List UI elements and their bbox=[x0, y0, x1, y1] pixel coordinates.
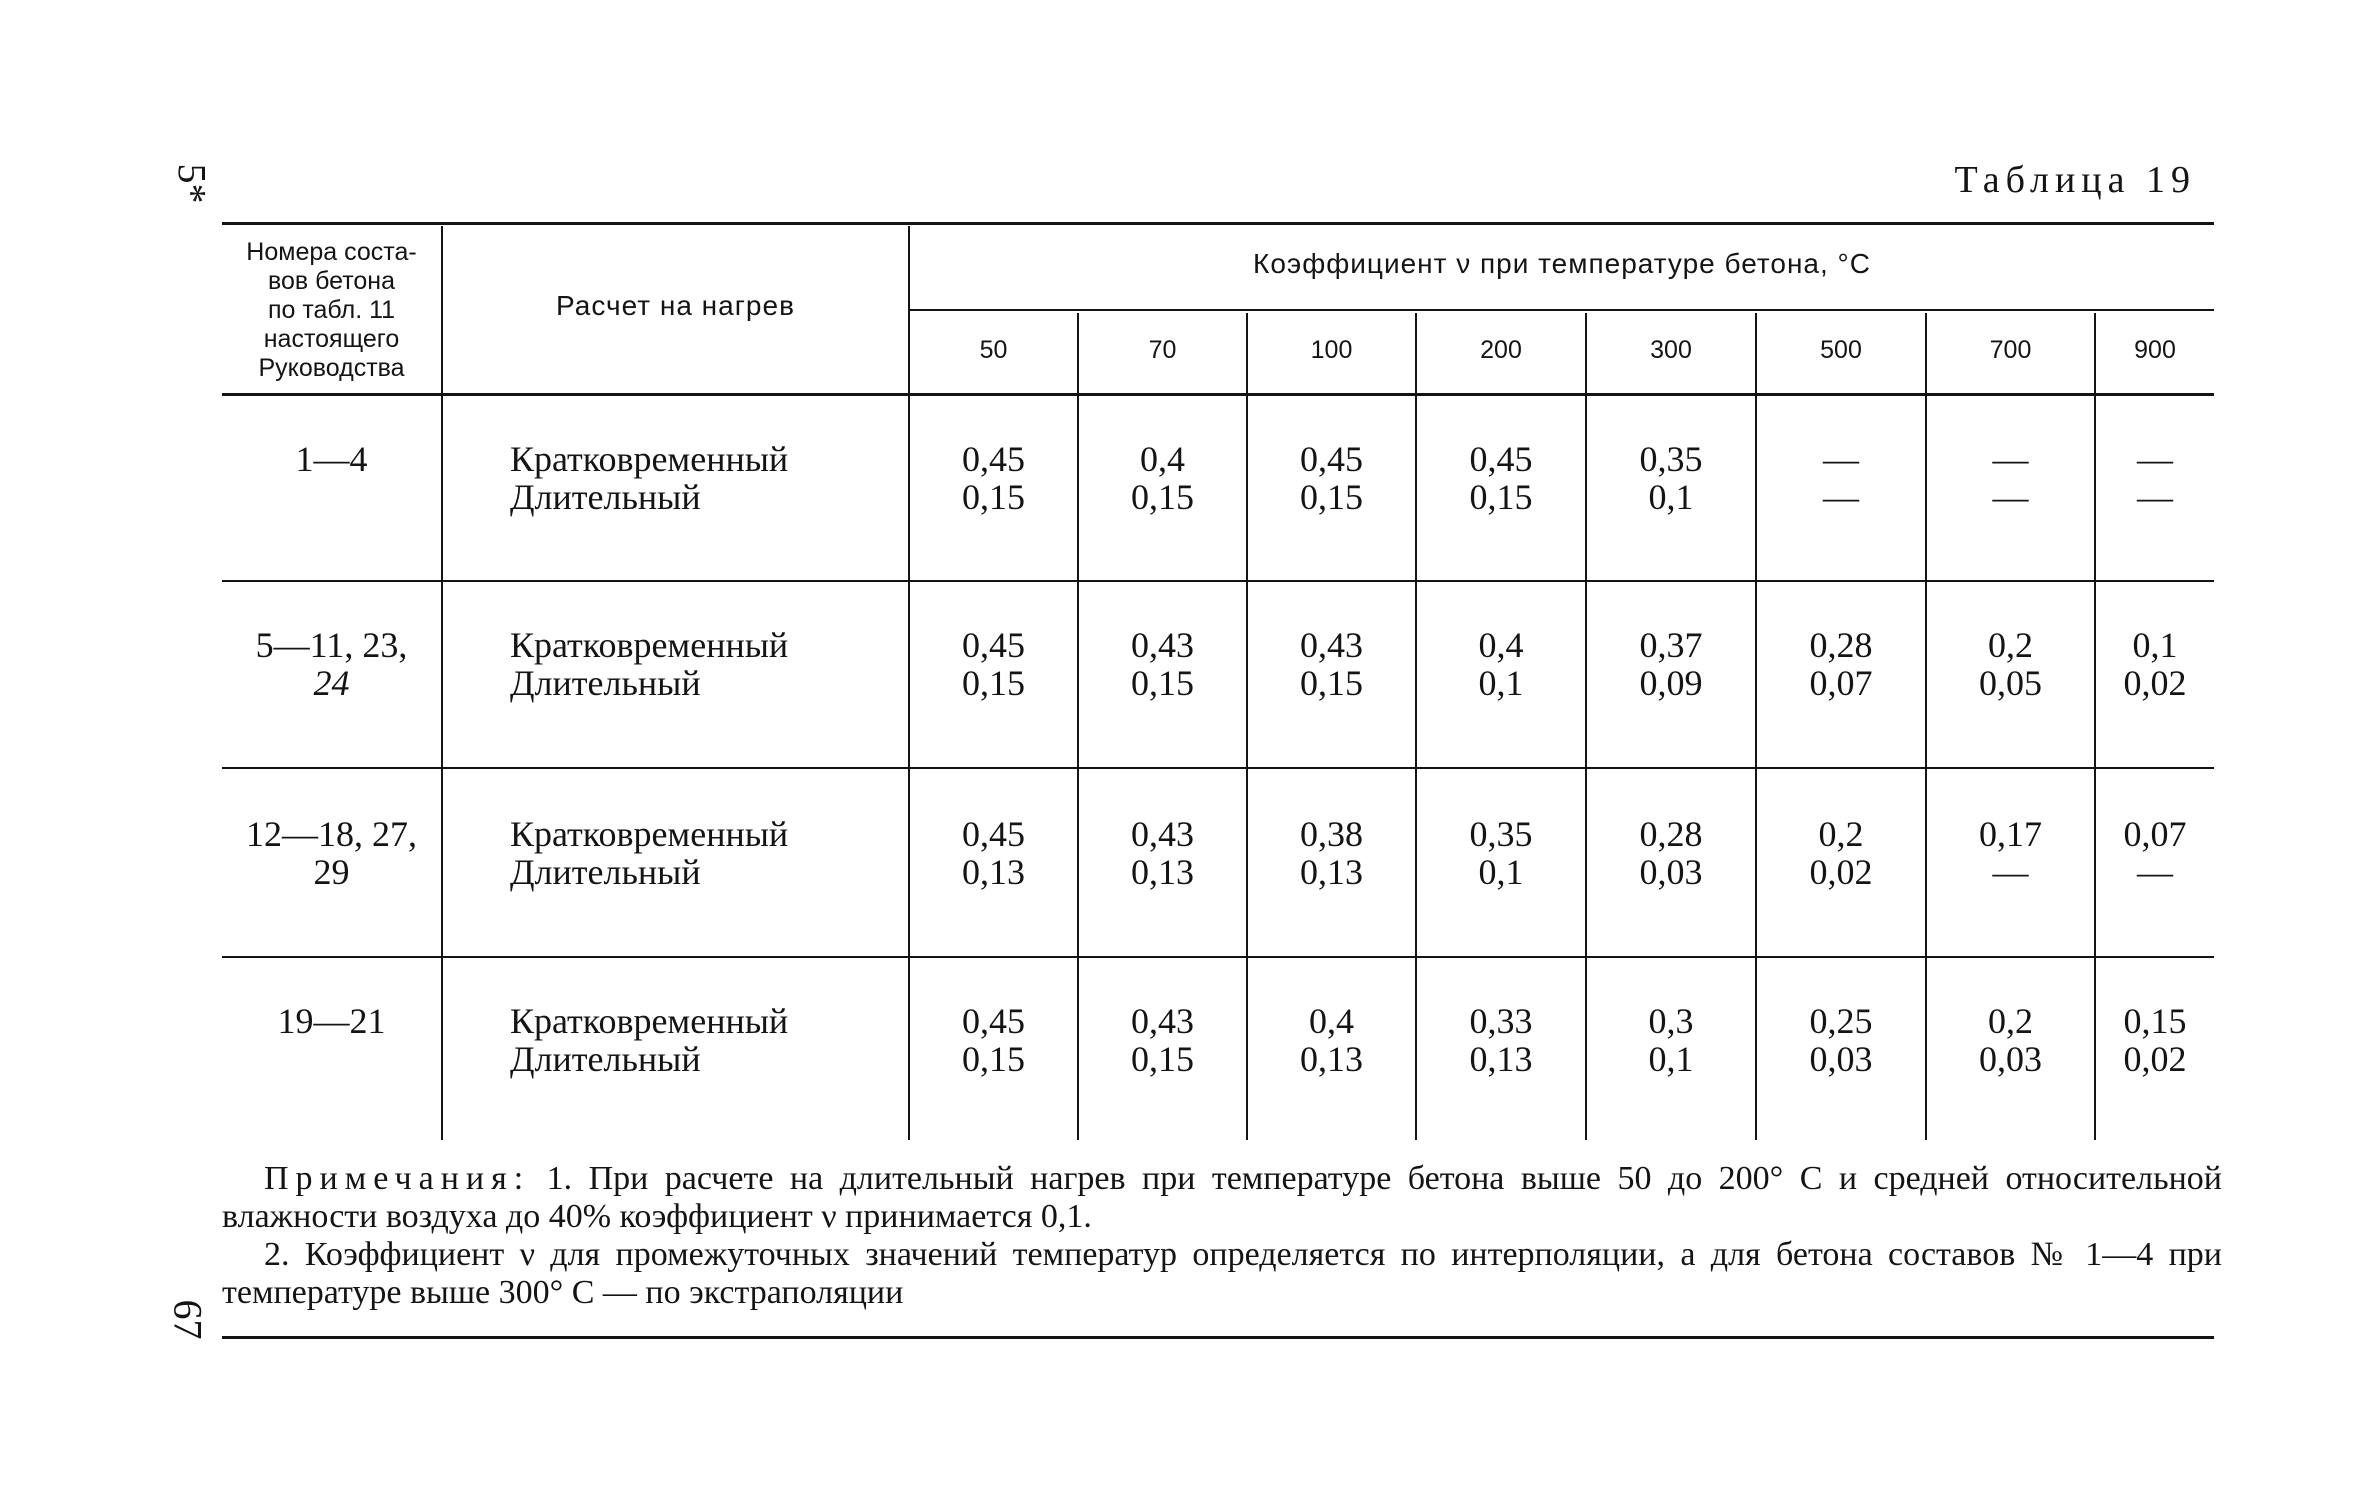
value-short-term: 0,43 bbox=[1131, 625, 1194, 665]
value-long-term: 0,05 bbox=[1979, 663, 2042, 703]
row-composition bbox=[222, 626, 441, 702]
value-short-term: 0,28 bbox=[1809, 625, 1873, 665]
header-temperature: 200 bbox=[1480, 336, 1522, 364]
header-temperature: 70 bbox=[1148, 336, 1177, 364]
value-short-term: 0,25 bbox=[1809, 1001, 1873, 1041]
table-row-divider bbox=[222, 580, 2214, 582]
value-cell bbox=[1757, 815, 1925, 891]
table-title: Таблица 19 bbox=[1954, 159, 2196, 201]
value-cell bbox=[1079, 440, 1246, 516]
value-long-term: 0,1 bbox=[1478, 852, 1524, 892]
value-cell bbox=[910, 815, 1077, 891]
value-cell bbox=[1587, 626, 1755, 702]
value-long-term: 0,15 bbox=[1469, 477, 1533, 517]
value-long-term: — bbox=[2137, 477, 2173, 517]
value-short-term: 0,43 bbox=[1131, 814, 1194, 854]
value-long-term: — bbox=[2137, 852, 2173, 892]
value-long-term: 0,13 bbox=[962, 852, 1025, 892]
value-long-term: 0,1 bbox=[1648, 1039, 1694, 1079]
value-short-term: 0,45 bbox=[1469, 439, 1533, 479]
value-cell bbox=[1927, 815, 2094, 891]
value-short-term: 0,38 bbox=[1300, 814, 1363, 854]
value-long-term: 0,15 bbox=[1300, 477, 1363, 517]
value-long-term: 0,15 bbox=[1131, 1039, 1194, 1079]
header-temperature: 100 bbox=[1310, 336, 1353, 364]
value-cell bbox=[1417, 815, 1585, 891]
row-calc-line: Кратковременный bbox=[510, 625, 789, 665]
row-calc-type bbox=[510, 626, 788, 702]
row-calc-type bbox=[510, 440, 788, 516]
value-cell bbox=[1417, 440, 1585, 516]
row-composition-line: 5—11, 23, bbox=[255, 625, 408, 665]
value-cell bbox=[1587, 440, 1755, 516]
header-temperature: 700 bbox=[1989, 336, 2032, 364]
row-calc-line: Длительный bbox=[510, 477, 701, 517]
table-col-divider bbox=[441, 226, 443, 1140]
value-short-term: 0,45 bbox=[962, 625, 1025, 665]
row-calc-type bbox=[510, 815, 788, 891]
value-long-term: 0,13 bbox=[1300, 852, 1363, 892]
value-long-term: 0,03 bbox=[1979, 1039, 2042, 1079]
table-row-divider bbox=[222, 767, 2214, 769]
page-number: 67 bbox=[165, 1299, 211, 1340]
value-cell bbox=[1417, 626, 1585, 702]
value-short-term: 0,35 bbox=[1639, 439, 1703, 479]
value-short-term: 0,45 bbox=[1300, 439, 1363, 479]
table-row-divider bbox=[222, 956, 2214, 958]
value-cell bbox=[1417, 1002, 1585, 1078]
value-short-term: 0,3 bbox=[1648, 1001, 1694, 1041]
value-long-term: 0,1 bbox=[1478, 663, 1524, 703]
page-side-mark-top: 5* bbox=[169, 163, 215, 204]
value-short-term: 0,1 bbox=[2132, 625, 2178, 665]
value-long-term: 0,02 bbox=[2123, 663, 2187, 703]
row-composition-line: 29 bbox=[313, 852, 350, 892]
value-cell bbox=[910, 1002, 1077, 1078]
value-short-term: 0,43 bbox=[1300, 625, 1363, 665]
value-short-term: 0,15 bbox=[2123, 1001, 2187, 1041]
row-composition-line: 24 bbox=[313, 663, 350, 703]
value-cell bbox=[910, 626, 1077, 702]
header-coef-group: Коэффициент ν при температуре бетона, °С bbox=[1253, 248, 1871, 279]
note-1 bbox=[222, 1160, 2222, 1236]
value-short-term: 0,37 bbox=[1639, 625, 1703, 665]
note-2: 2. Коэффициент ν для промежуточных значений температур определяется по интерполяции, а для бетона составов № 1—4 при температуре выше 300° С — по экстраполяции bbox=[222, 1236, 2222, 1311]
value-cell bbox=[1079, 815, 1246, 891]
table-header-bottom-rule bbox=[222, 393, 2214, 396]
page-bottom-rule bbox=[222, 1336, 2214, 1339]
value-long-term: 0,15 bbox=[962, 663, 1025, 703]
value-short-term: 0,28 bbox=[1639, 814, 1703, 854]
header-composition-line: Номера соста- bbox=[246, 238, 417, 266]
header-composition-line: Руководства bbox=[258, 354, 405, 382]
value-cell bbox=[2096, 1002, 2214, 1078]
value-cell bbox=[1079, 626, 1246, 702]
value-long-term: 0,02 bbox=[1809, 852, 1873, 892]
value-long-term: 0,07 bbox=[1809, 663, 1873, 703]
value-short-term: 0,2 bbox=[1988, 625, 2033, 665]
value-cell bbox=[1587, 815, 1755, 891]
value-long-term: 0,15 bbox=[1131, 663, 1194, 703]
value-short-term: 0,4 bbox=[1140, 439, 1185, 479]
value-short-term: — bbox=[1992, 439, 2029, 479]
row-composition-line: 12—18, 27, bbox=[246, 814, 417, 854]
header-composition-line: по табл. 11 bbox=[267, 296, 396, 324]
row-calc-type bbox=[510, 1002, 788, 1078]
value-short-term: 0,17 bbox=[1979, 814, 2042, 854]
notes-label: Примечания: bbox=[264, 1160, 531, 1197]
header-composition-line: настоящего bbox=[263, 325, 400, 353]
value-cell bbox=[1587, 1002, 1755, 1078]
value-cell bbox=[1927, 1002, 2094, 1078]
notes bbox=[222, 1160, 2222, 1312]
value-cell bbox=[1248, 1002, 1415, 1078]
value-long-term: 0,15 bbox=[1131, 477, 1194, 517]
value-long-term: 0,15 bbox=[1300, 663, 1363, 703]
value-long-term: 0,1 bbox=[1648, 477, 1694, 517]
table-top-rule bbox=[222, 222, 2214, 225]
value-cell bbox=[1248, 626, 1415, 702]
value-long-term: — bbox=[1823, 477, 1859, 517]
row-calc-line: Длительный bbox=[510, 663, 701, 703]
value-short-term: 0,33 bbox=[1469, 1001, 1533, 1041]
row-calc-line: Кратковременный bbox=[510, 1001, 789, 1041]
value-cell bbox=[1248, 815, 1415, 891]
row-composition bbox=[222, 440, 441, 478]
value-short-term: 0,4 bbox=[1478, 625, 1524, 665]
table-header-divider bbox=[908, 309, 2214, 311]
value-long-term: 0,09 bbox=[1639, 663, 1703, 703]
value-short-term: — bbox=[2137, 439, 2173, 479]
row-calc-line: Длительный bbox=[510, 852, 701, 892]
value-cell bbox=[1927, 440, 2094, 516]
row-calc-line: Кратковременный bbox=[510, 439, 789, 479]
value-short-term: 0,45 bbox=[962, 814, 1025, 854]
value-short-term: 0,2 bbox=[1988, 1001, 2033, 1041]
value-long-term: 0,03 bbox=[1639, 852, 1703, 892]
value-cell bbox=[910, 440, 1077, 516]
value-cell bbox=[1757, 1002, 1925, 1078]
header-temperature: 900 bbox=[2134, 336, 2176, 364]
row-calc-line: Кратковременный bbox=[510, 814, 789, 854]
value-long-term: 0,03 bbox=[1809, 1039, 1873, 1079]
value-cell bbox=[1079, 1002, 1246, 1078]
value-cell bbox=[1757, 626, 1925, 702]
value-long-term: 0,13 bbox=[1469, 1039, 1533, 1079]
value-long-term: 0,13 bbox=[1131, 852, 1194, 892]
value-short-term: 0,43 bbox=[1131, 1001, 1194, 1041]
header-composition-line: вов бетона bbox=[267, 267, 396, 295]
value-short-term: 0,07 bbox=[2123, 814, 2187, 854]
row-composition bbox=[222, 1002, 441, 1040]
value-cell bbox=[1927, 626, 2094, 702]
row-composition-line: 1—4 bbox=[295, 439, 368, 479]
row-composition-line: 19—21 bbox=[277, 1001, 386, 1041]
header-temperature: 50 bbox=[979, 336, 1008, 364]
value-short-term: 0,35 bbox=[1469, 814, 1533, 854]
value-short-term: 0,2 bbox=[1818, 814, 1864, 854]
value-long-term: 0,15 bbox=[962, 1039, 1025, 1079]
value-long-term: — bbox=[1992, 477, 2029, 517]
value-cell bbox=[1757, 440, 1925, 516]
value-cell bbox=[2096, 815, 2214, 891]
value-long-term: 0,15 bbox=[962, 477, 1025, 517]
value-short-term: 0,4 bbox=[1309, 1001, 1354, 1041]
header-composition bbox=[222, 238, 441, 383]
value-long-term: — bbox=[1992, 852, 2029, 892]
value-short-term: 0,45 bbox=[962, 1001, 1025, 1041]
row-composition bbox=[222, 815, 441, 891]
header-calc: Расчет на нагрев bbox=[556, 290, 795, 321]
value-long-term: 0,02 bbox=[2123, 1039, 2187, 1079]
value-short-term: — bbox=[1823, 439, 1859, 479]
row-calc-line: Длительный bbox=[510, 1039, 701, 1079]
value-cell bbox=[2096, 440, 2214, 516]
value-cell bbox=[2096, 626, 2214, 702]
value-cell bbox=[1248, 440, 1415, 516]
note-1-text: 1. При расчете на длительный нагрев при температуре бетона выше 50 до 200° С и средней относительной влажности воздуха до 40% коэффициент ν принимается 0,1. bbox=[222, 1160, 2222, 1235]
header-temperature: 500 bbox=[1820, 336, 1862, 364]
value-long-term: 0,13 bbox=[1300, 1039, 1363, 1079]
value-short-term: 0,45 bbox=[962, 439, 1025, 479]
header-temperature: 300 bbox=[1650, 336, 1692, 364]
